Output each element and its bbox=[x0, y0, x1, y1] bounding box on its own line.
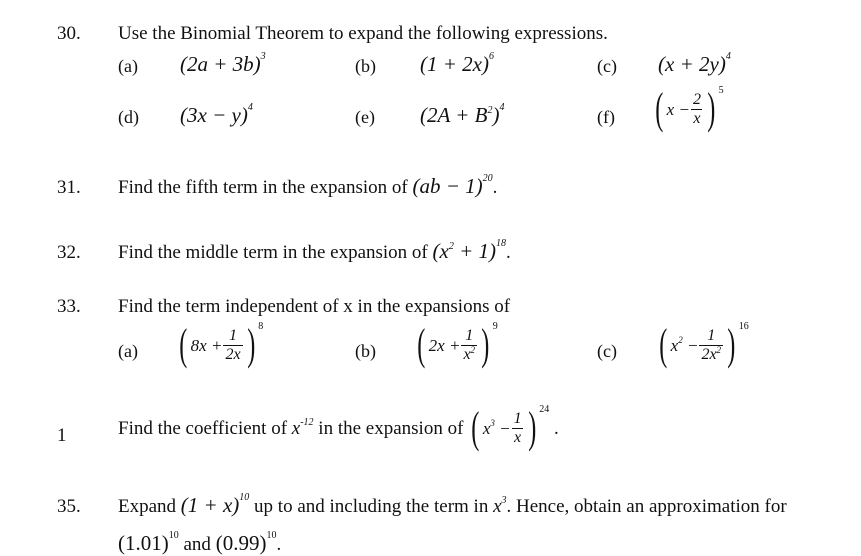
q30f-expr: ( x − $\frac{2}{x}$ ) 5 bbox=[655, 84, 724, 133]
q31-text: Find the fifth term in the expansion of (ab − 1)$^{20}$. bbox=[118, 173, 498, 198]
q30b-label: (b) bbox=[355, 56, 376, 76]
q30f-label: (f) bbox=[597, 107, 615, 127]
q33-text: Find the term independent of x in the expansions of bbox=[118, 296, 511, 317]
q30e-label: (e) bbox=[355, 107, 375, 127]
q35-line2: $(1.01)^{10}$ and $(0.99)^{10}$. bbox=[118, 530, 282, 555]
q34-text: Find the coefficient of $x^{-12}$ in the expansion of ( $x^3$ − $\frac{1}{x}$ ) 24 . bbox=[118, 403, 559, 452]
q33a-label: (a) bbox=[118, 341, 138, 361]
q30-number: 30. bbox=[57, 23, 81, 44]
q35-line1: Expand $(1 + x)^{10}$ up to and including the term in $x^3$. Hence, obtain an approximation for bbox=[118, 492, 787, 517]
q32-number: 32. bbox=[57, 242, 81, 263]
q33-number: 33. bbox=[57, 296, 81, 317]
q33b-label: (b) bbox=[355, 341, 376, 361]
q30e-expr: $(2A + B^2)^4$ bbox=[420, 102, 505, 127]
q33b-expr: ( 2x + $\frac{1}{x^2}$ ) 9 bbox=[417, 320, 498, 369]
q30a-expr: $(2a + 3b)^3$ bbox=[180, 51, 266, 76]
q30d-expr: $(3x - y)^4$ bbox=[180, 102, 253, 127]
q32-text: Find the middle term in the expansion of $(x^2 + 1)^{18}$. bbox=[118, 238, 511, 263]
q30-text: Use the Binomial Theorem to expand the following expressions. bbox=[118, 23, 608, 44]
q30c-expr: $(x + 2y)^4$ bbox=[658, 51, 731, 76]
q30a-label: (a) bbox=[118, 56, 138, 76]
q35-number: 35. bbox=[57, 496, 81, 517]
q31-number: 31. bbox=[57, 177, 81, 198]
q33c-label: (c) bbox=[597, 341, 617, 361]
q33a-expr: ( 8x + $\frac{1}{2x}$ ) 8 bbox=[179, 320, 264, 369]
q33c-expr: ( $x^2$ − $\frac{1}{2x^2}$ ) 16 bbox=[659, 320, 749, 369]
q30b-expr: $(1 + 2x)^6$ bbox=[420, 51, 494, 76]
q34-number: 1 bbox=[57, 425, 67, 446]
q30d-label: (d) bbox=[118, 107, 139, 127]
q30c-label: (c) bbox=[597, 56, 617, 76]
